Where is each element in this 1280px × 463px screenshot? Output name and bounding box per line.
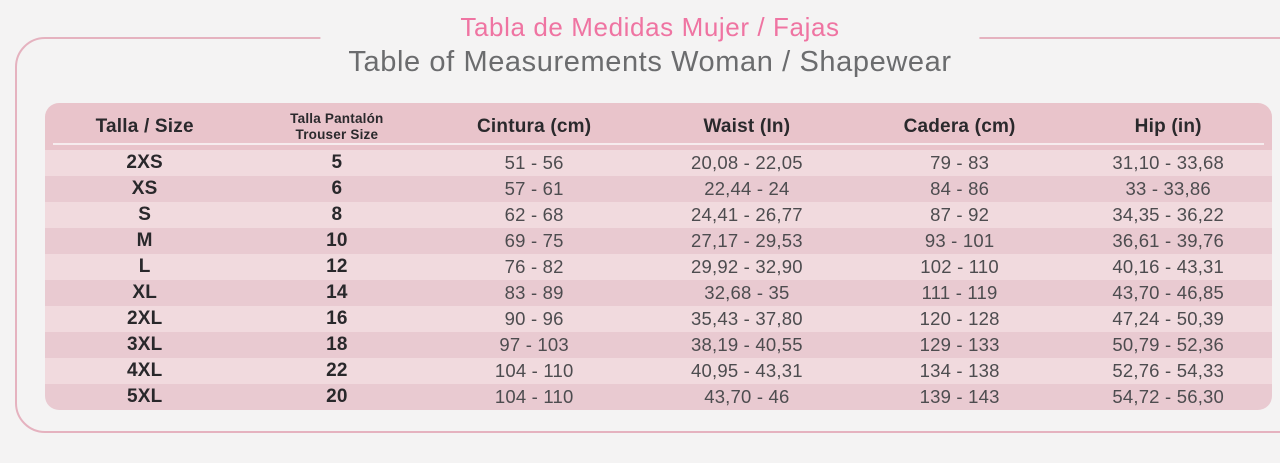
trouser-size-cell: 22 <box>326 360 348 381</box>
column-header-waist-in: Waist (In) <box>703 115 791 137</box>
table-header-row <box>45 103 1272 150</box>
hip-in-cell: 40,16 - 43,31 <box>1112 256 1225 277</box>
column-header-trouser-size <box>244 111 429 142</box>
waist-in-cell: 20,08 - 22,05 <box>691 152 803 173</box>
hip-in-cell: 54,72 - 56,30 <box>1112 386 1225 407</box>
size-cell: L <box>138 256 151 277</box>
hip-cm-cell: 79 - 83 <box>930 152 990 173</box>
trouser-size-cell: 18 <box>326 334 348 355</box>
size-cell: XL <box>132 282 158 303</box>
column-header-hip-cm: Cadera (cm) <box>903 115 1016 137</box>
hip-in-cell: 36,61 - 39,76 <box>1112 230 1225 251</box>
hip-in-cell: 33 - 33,86 <box>1125 178 1211 199</box>
waist-cm-cell: 57 - 61 <box>504 178 564 199</box>
column-header-waist-cm: Cintura (cm) <box>477 115 592 137</box>
waist-in-cell: 22,44 - 24 <box>704 178 790 199</box>
title-block <box>320 12 979 83</box>
size-cell: 4XL <box>126 360 163 381</box>
trouser-size-cell: 16 <box>326 308 348 329</box>
size-cell: 2XL <box>126 308 163 329</box>
hip-in-cell: 34,35 - 36,22 <box>1112 204 1225 225</box>
table-row <box>45 202 1272 228</box>
trouser-size-cell: 10 <box>326 230 348 251</box>
hip-in-cell: 31,10 - 33,68 <box>1112 152 1225 173</box>
column-header-trouser-size-line2: Trouser Size <box>295 126 379 142</box>
waist-cm-cell: 83 - 89 <box>504 282 564 303</box>
waist-in-cell: 40,95 - 43,31 <box>691 360 803 381</box>
waist-cm-cell: 104 - 110 <box>494 360 574 381</box>
waist-in-cell: 43,70 - 46 <box>704 386 790 407</box>
table-row <box>45 332 1272 358</box>
size-cell: XS <box>131 178 158 199</box>
waist-cm-cell: 104 - 110 <box>494 386 574 407</box>
hip-cm-cell: 87 - 92 <box>930 204 990 225</box>
page-title-english: Table of Measurements Woman / Shapewear <box>348 46 952 78</box>
hip-cm-cell: 102 - 110 <box>920 256 999 277</box>
measurement-table <box>45 103 1272 410</box>
table-row <box>45 176 1272 202</box>
trouser-size-cell: 5 <box>331 152 343 173</box>
waist-cm-cell: 90 - 96 <box>504 308 564 329</box>
waist-in-cell: 24,41 - 26,77 <box>691 204 803 225</box>
hip-in-cell: 50,79 - 52,36 <box>1112 334 1225 355</box>
hip-in-cell: 47,24 - 50,39 <box>1112 308 1225 329</box>
table-row <box>45 384 1272 410</box>
table-row <box>45 150 1272 176</box>
trouser-size-cell: 12 <box>326 256 348 277</box>
trouser-size-cell: 8 <box>331 204 343 225</box>
column-header-hip-in: Hip (in) <box>1134 115 1202 137</box>
waist-cm-cell: 62 - 68 <box>504 204 564 225</box>
size-cell: S <box>138 204 152 225</box>
size-cell: 2XS <box>126 152 163 173</box>
table-row <box>45 254 1272 280</box>
column-header-size: Talla / Size <box>95 115 194 137</box>
hip-cm-cell: 111 - 119 <box>921 282 998 303</box>
trouser-size-cell: 14 <box>326 282 348 303</box>
size-cell: M <box>136 230 153 251</box>
waist-in-cell: 27,17 - 29,53 <box>691 230 803 251</box>
trouser-size-cell: 20 <box>326 386 348 407</box>
waist-cm-cell: 69 - 75 <box>504 230 564 251</box>
table-row <box>45 228 1272 254</box>
hip-cm-cell: 139 - 143 <box>919 386 1000 407</box>
hip-cm-cell: 134 - 138 <box>919 360 1000 381</box>
size-cell: 5XL <box>126 386 163 407</box>
waist-cm-cell: 76 - 82 <box>504 256 564 277</box>
waist-cm-cell: 97 - 103 <box>499 334 569 355</box>
table-row <box>45 280 1272 306</box>
hip-in-cell: 52,76 - 54,33 <box>1112 360 1225 381</box>
hip-in-cell: 43,70 - 46,85 <box>1112 282 1225 303</box>
table-row <box>45 358 1272 384</box>
column-header-trouser-size-line1: Talla Pantalón <box>290 110 384 126</box>
trouser-size-cell: 6 <box>331 178 343 199</box>
waist-in-cell: 38,19 - 40,55 <box>691 334 803 355</box>
waist-in-cell: 32,68 - 35 <box>704 282 790 303</box>
hip-cm-cell: 84 - 86 <box>930 178 990 199</box>
table-body <box>45 150 1272 410</box>
size-cell: 3XL <box>126 334 163 355</box>
table-row <box>45 306 1272 332</box>
page-title-spanish: Tabla de Medidas Mujer / Fajas <box>460 12 840 42</box>
hip-cm-cell: 120 - 128 <box>919 308 1000 329</box>
hip-cm-cell: 129 - 133 <box>919 334 1000 355</box>
hip-cm-cell: 93 - 101 <box>924 230 995 251</box>
waist-cm-cell: 51 - 56 <box>504 152 564 173</box>
waist-in-cell: 29,92 - 32,90 <box>691 256 803 277</box>
waist-in-cell: 35,43 - 37,80 <box>691 308 803 329</box>
